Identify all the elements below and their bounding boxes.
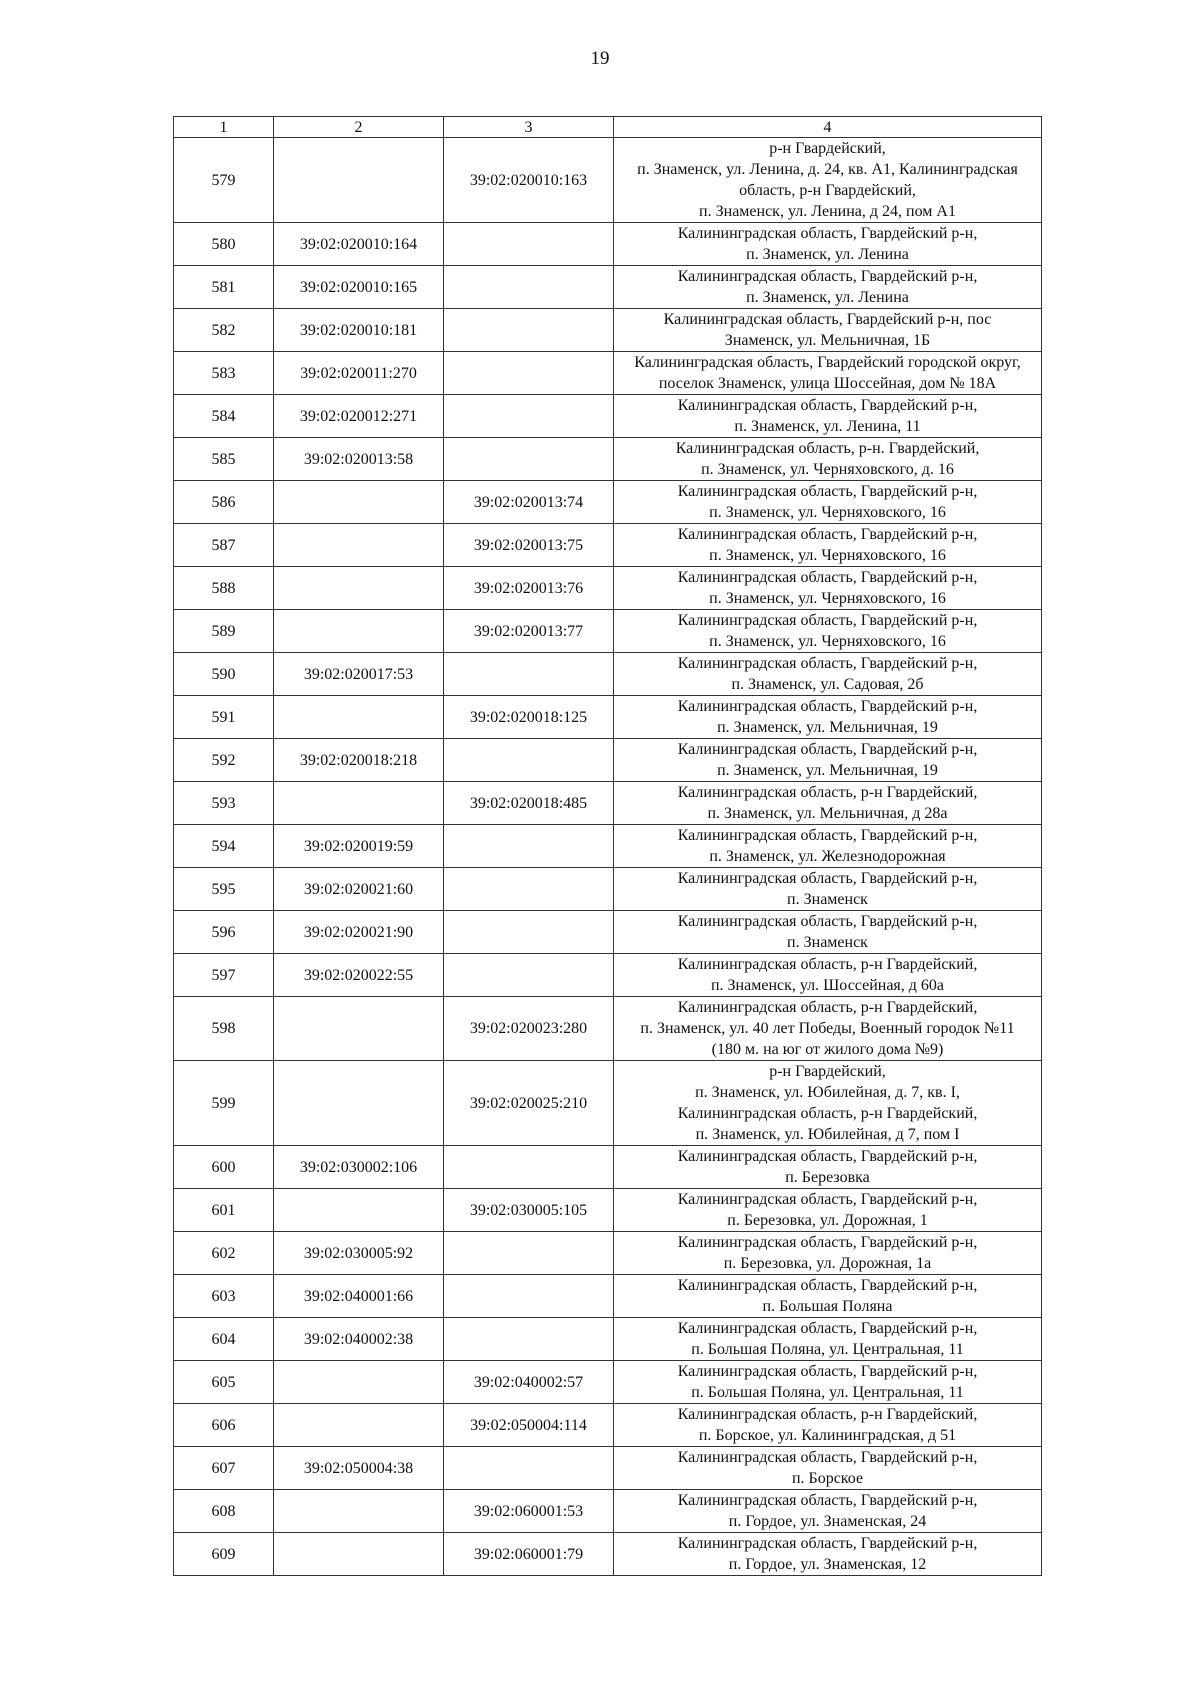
address-line: Калининградская область, р-н Гвардейский, — [677, 1105, 978, 1122]
row-number-cell: 597 — [174, 954, 274, 997]
cadastral-number-cell — [274, 524, 444, 567]
cadastral-number-cell — [274, 1361, 444, 1404]
address-line: Калининградская область, р-н. Гвардейский, — [675, 440, 980, 457]
table-row — [174, 1404, 1042, 1447]
cadastral-number-cell: 39:02:030005:105 — [444, 1189, 614, 1232]
table-row — [174, 567, 1042, 610]
address-line: п. Знаменск, ул. Мельничная, 19 — [717, 762, 938, 779]
address-cell — [614, 395, 1042, 438]
address-line: область, р-н Гвардейский, — [739, 182, 916, 199]
cadastral-number-cell: 39:02:020010:164 — [274, 223, 444, 266]
table-row — [174, 309, 1042, 352]
address-line: Калининградская область, р-н Гвардейский, — [677, 999, 978, 1016]
address-line: Калининградская область, р-н Гвардейский, — [677, 956, 978, 973]
address-line: п. Знаменск, ул. Мельничная, д 28а — [707, 805, 948, 822]
address-cell — [614, 481, 1042, 524]
cadastral-number-cell — [444, 1146, 614, 1189]
address-cell — [614, 1533, 1042, 1576]
row-number-cell: 587 — [174, 524, 274, 567]
address-cell — [614, 138, 1042, 223]
cadastral-number-cell: 39:02:020021:90 — [274, 911, 444, 954]
table-row — [174, 1146, 1042, 1189]
row-number-cell: 595 — [174, 868, 274, 911]
address-line: п. Знаменск, ул. Ленина, д. 24, кв. А1, Калининградская — [637, 161, 1018, 178]
address-line: Калининградская область, Гвардейский р-н, — [677, 397, 978, 414]
table-row — [174, 997, 1042, 1061]
address-cell — [614, 352, 1042, 395]
address-cell — [614, 1275, 1042, 1318]
address-line: Калининградская область, Гвардейский р-н, — [677, 870, 978, 887]
address-line: Калининградская область, Гвардейский р-н, пос — [663, 311, 992, 328]
cadastral-number-cell — [444, 1447, 614, 1490]
address-line: Калининградская область, Гвардейский р-н, — [677, 655, 978, 672]
cadastral-number-cell — [444, 911, 614, 954]
cadastral-number-cell — [274, 1490, 444, 1533]
table-row — [174, 524, 1042, 567]
table-row — [174, 782, 1042, 825]
table-row — [174, 610, 1042, 653]
cadastral-number-cell — [444, 954, 614, 997]
address-line: Калининградская область, Гвардейский р-н, — [677, 483, 978, 500]
cadastral-number-cell — [274, 1533, 444, 1576]
address-cell — [614, 825, 1042, 868]
address-line: поселок Знаменск, улица Шоссейная, дом № 18А — [658, 375, 997, 392]
address-line: Калининградская область, Гвардейский р-н, — [677, 526, 978, 543]
cadastral-number-cell — [274, 782, 444, 825]
column-header: 3 — [444, 117, 614, 138]
address-line: п. Знаменск — [787, 891, 868, 908]
row-number-cell: 588 — [174, 567, 274, 610]
address-line: Калининградская область, Гвардейский р-н, — [677, 1234, 978, 1251]
table-row — [174, 653, 1042, 696]
address-line: п. Знаменск, ул. Железнодорожная — [709, 848, 946, 865]
cadastral-number-cell: 39:02:050004:38 — [274, 1447, 444, 1490]
address-line: Калининградская область, р-н Гвардейский, — [677, 1406, 978, 1423]
cadastral-number-cell: 39:02:020018:218 — [274, 739, 444, 782]
table-row — [174, 1533, 1042, 1576]
cadastral-number-cell — [274, 1404, 444, 1447]
cadastral-number-cell — [274, 138, 444, 223]
row-number-cell: 594 — [174, 825, 274, 868]
cadastral-number-cell: 39:02:020011:270 — [274, 352, 444, 395]
cadastral-number-cell: 39:02:020013:58 — [274, 438, 444, 481]
row-number-cell: 592 — [174, 739, 274, 782]
address-line: Калининградская область, Гвардейский р-н, — [677, 827, 978, 844]
row-number-cell: 598 — [174, 997, 274, 1061]
row-number-cell: 605 — [174, 1361, 274, 1404]
row-number-cell: 606 — [174, 1404, 274, 1447]
cadastral-number-cell: 39:02:020010:165 — [274, 266, 444, 309]
table-row — [174, 138, 1042, 223]
cadastral-number-cell: 39:02:060001:79 — [444, 1533, 614, 1576]
table-row — [174, 223, 1042, 266]
address-line: п. Знаменск, ул. Черняховского, 16 — [709, 590, 946, 607]
row-number-cell: 579 — [174, 138, 274, 223]
address-line: п. Большая Поляна, ул. Центральная, 11 — [691, 1384, 964, 1401]
address-line: Калининградская область, Гвардейский р-н, — [677, 268, 978, 285]
address-line: Калининградская область, Гвардейский р-н, — [677, 741, 978, 758]
cadastral-number-cell: 39:02:020013:75 — [444, 524, 614, 567]
cadastral-number-cell: 39:02:040002:57 — [444, 1361, 614, 1404]
cadastral-number-cell — [444, 739, 614, 782]
table-row — [174, 1361, 1042, 1404]
table-row — [174, 1275, 1042, 1318]
address-line: р-н Гвардейский, — [769, 140, 886, 157]
address-line: Калининградская область, Гвардейский р-н, — [677, 1320, 978, 1337]
cadastral-number-cell: 39:02:020019:59 — [274, 825, 444, 868]
row-number-cell: 580 — [174, 223, 274, 266]
address-cell — [614, 868, 1042, 911]
cadastral-number-cell: 39:02:020012:271 — [274, 395, 444, 438]
page-number: 19 — [590, 48, 610, 69]
address-cell — [614, 567, 1042, 610]
address-line: п. Знаменск, ул. Ленина — [746, 289, 909, 306]
table-row — [174, 739, 1042, 782]
table-row — [174, 825, 1042, 868]
address-cell — [614, 1447, 1042, 1490]
table-row — [174, 395, 1042, 438]
address-cell — [614, 266, 1042, 309]
cadastral-number-cell — [444, 266, 614, 309]
address-line: п. Знаменск, ул. Ленина, д 24, пом А1 — [699, 203, 956, 220]
row-number-cell: 589 — [174, 610, 274, 653]
table-row — [174, 911, 1042, 954]
address-line: п. Знаменск, ул. Черняховского, д. 16 — [701, 461, 954, 478]
address-line: п. Гордое, ул. Знаменская, 12 — [728, 1556, 927, 1573]
address-line: п. Знаменск, ул. 40 лет Победы, Военный городок №11 — [640, 1020, 1015, 1037]
address-line: Калининградская область, Гвардейский р-н, — [677, 913, 978, 930]
address-line: Калининградская область, Гвардейский р-н, — [677, 1148, 978, 1165]
row-number-cell: 583 — [174, 352, 274, 395]
row-number-cell: 582 — [174, 309, 274, 352]
address-cell — [614, 438, 1042, 481]
address-line: п. Знаменск, ул. Садовая, 2б — [731, 676, 924, 693]
row-number-cell: 604 — [174, 1318, 274, 1361]
cadastral-number-cell — [274, 567, 444, 610]
address-cell — [614, 610, 1042, 653]
cadastral-number-cell: 39:02:040001:66 — [274, 1275, 444, 1318]
row-number-cell: 609 — [174, 1533, 274, 1576]
row-number-cell: 590 — [174, 653, 274, 696]
address-line: п. Знаменск — [787, 934, 868, 951]
row-number-cell: 596 — [174, 911, 274, 954]
cadastral-number-cell — [274, 696, 444, 739]
address-line: р-н Гвардейский, — [769, 1063, 886, 1080]
cadastral-number-cell — [444, 1318, 614, 1361]
table-row — [174, 1232, 1042, 1275]
address-cell — [614, 1361, 1042, 1404]
cadastral-number-cell — [444, 223, 614, 266]
header-row — [174, 117, 1042, 138]
table-row — [174, 954, 1042, 997]
row-number-cell: 581 — [174, 266, 274, 309]
address-line: п. Знаменск, ул. Мельничная, 19 — [717, 719, 938, 736]
address-line: Калининградская область, Гвардейский р-н, — [677, 1449, 978, 1466]
address-line: Калининградская область, Гвардейский городской округ, — [634, 354, 1021, 371]
cadastral-number-cell: 39:02:030005:92 — [274, 1232, 444, 1275]
cadastral-number-cell: 39:02:020017:53 — [274, 653, 444, 696]
row-number-cell: 602 — [174, 1232, 274, 1275]
cadastral-number-cell: 39:02:020022:55 — [274, 954, 444, 997]
address-cell — [614, 1189, 1042, 1232]
address-line: п. Большая Поляна, ул. Центральная, 11 — [691, 1341, 964, 1358]
address-line: п. Знаменск, ул. Ленина, 11 — [734, 418, 921, 435]
address-cell — [614, 782, 1042, 825]
table-row — [174, 481, 1042, 524]
address-line: п. Березовка, ул. Дорожная, 1а — [723, 1255, 932, 1272]
cadastral-number-cell: 39:02:020013:77 — [444, 610, 614, 653]
row-number-cell: 601 — [174, 1189, 274, 1232]
cadastral-number-cell: 39:02:020023:280 — [444, 997, 614, 1061]
cadastral-number-cell: 39:02:030002:106 — [274, 1146, 444, 1189]
register-table — [173, 116, 1042, 1576]
address-cell — [614, 223, 1042, 266]
cadastral-number-cell: 39:02:020018:125 — [444, 696, 614, 739]
cadastral-number-cell — [274, 1189, 444, 1232]
row-number-cell: 586 — [174, 481, 274, 524]
cadastral-number-cell — [444, 309, 614, 352]
address-cell — [614, 739, 1042, 782]
table-row — [174, 868, 1042, 911]
table-row — [174, 352, 1042, 395]
row-number-cell: 608 — [174, 1490, 274, 1533]
table-row — [174, 438, 1042, 481]
cadastral-number-cell: 39:02:020025:210 — [444, 1061, 614, 1146]
cadastral-number-cell: 39:02:020021:60 — [274, 868, 444, 911]
row-number-cell: 591 — [174, 696, 274, 739]
table-row — [174, 1061, 1042, 1146]
address-cell — [614, 1232, 1042, 1275]
row-number-cell: 603 — [174, 1275, 274, 1318]
address-cell — [614, 524, 1042, 567]
address-cell — [614, 1061, 1042, 1146]
table-body — [174, 138, 1042, 1576]
address-line: (180 м. на юг от жилого дома №9) — [711, 1041, 944, 1058]
address-cell — [614, 1146, 1042, 1189]
table-row — [174, 1318, 1042, 1361]
table-row — [174, 1447, 1042, 1490]
column-header: 4 — [614, 117, 1042, 138]
cadastral-number-cell: 39:02:020018:485 — [444, 782, 614, 825]
address-cell — [614, 653, 1042, 696]
cadastral-number-cell — [444, 868, 614, 911]
table-row — [174, 1490, 1042, 1533]
column-header: 2 — [274, 117, 444, 138]
address-line: п. Знаменск, ул. Юбилейная, д. 7, кв. I, — [695, 1084, 960, 1101]
table-row — [174, 1189, 1042, 1232]
row-number-cell: 585 — [174, 438, 274, 481]
address-line: Калининградская область, Гвардейский р-н, — [677, 1191, 978, 1208]
cadastral-number-cell — [444, 395, 614, 438]
address-line: Калининградская область, Гвардейский р-н, — [677, 225, 978, 242]
cadastral-number-cell — [444, 825, 614, 868]
cadastral-number-cell — [274, 997, 444, 1061]
address-line: п. Знаменск, ул. Черняховского, 16 — [709, 547, 946, 564]
address-line: Знаменск, ул. Мельничная, 1Б — [724, 332, 931, 349]
address-cell — [614, 954, 1042, 997]
address-cell — [614, 911, 1042, 954]
cadastral-number-cell — [274, 610, 444, 653]
address-line: Калининградская область, Гвардейский р-н, — [677, 698, 978, 715]
address-line: Калининградская область, Гвардейский р-н, — [677, 1363, 978, 1380]
address-line: п. Березовка, ул. Дорожная, 1 — [727, 1212, 928, 1229]
cadastral-number-cell: 39:02:020013:74 — [444, 481, 614, 524]
address-line: п. Знаменск, ул. Юбилейная, д 7, пом I — [695, 1126, 960, 1143]
address-line: Калининградская область, Гвардейский р-н, — [677, 1277, 978, 1294]
cadastral-number-cell: 39:02:020013:76 — [444, 567, 614, 610]
address-cell — [614, 1404, 1042, 1447]
cadastral-number-cell — [444, 1275, 614, 1318]
address-cell — [614, 696, 1042, 739]
row-number-cell: 593 — [174, 782, 274, 825]
table-row — [174, 266, 1042, 309]
address-line: Калининградская область, Гвардейский р-н, — [677, 612, 978, 629]
cadastral-number-cell: 39:02:040002:38 — [274, 1318, 444, 1361]
address-line: п. Березовка — [785, 1169, 870, 1186]
address-line: п. Знаменск, ул. Черняховского, 16 — [709, 633, 946, 650]
address-cell — [614, 1318, 1042, 1361]
cadastral-number-cell: 39:02:020010:181 — [274, 309, 444, 352]
cadastral-number-cell: 39:02:020010:163 — [444, 138, 614, 223]
address-cell — [614, 997, 1042, 1061]
row-number-cell: 599 — [174, 1061, 274, 1146]
address-line: п. Большая Поляна — [762, 1298, 893, 1315]
row-number-cell: 607 — [174, 1447, 274, 1490]
address-line: Калининградская область, р-н Гвардейский, — [677, 784, 978, 801]
address-line: Калининградская область, Гвардейский р-н, — [677, 569, 978, 586]
table-row — [174, 696, 1042, 739]
address-line: п. Борское, ул. Калининградская, д 51 — [698, 1427, 957, 1444]
cadastral-number-cell — [444, 1232, 614, 1275]
cadastral-number-cell — [274, 481, 444, 524]
address-line: п. Знаменск, ул. Шоссейная, д 60а — [710, 977, 945, 994]
address-line: п. Знаменск, ул. Черняховского, 16 — [709, 504, 946, 521]
address-line: п. Борское — [791, 1470, 864, 1487]
address-line: Калининградская область, Гвардейский р-н, — [677, 1535, 978, 1552]
cadastral-number-cell: 39:02:050004:114 — [444, 1404, 614, 1447]
column-header: 1 — [174, 117, 274, 138]
cadastral-number-cell: 39:02:060001:53 — [444, 1490, 614, 1533]
address-line: п. Знаменск, ул. Ленина — [746, 246, 909, 263]
row-number-cell: 600 — [174, 1146, 274, 1189]
address-line: Калининградская область, Гвардейский р-н, — [677, 1492, 978, 1509]
row-number-cell: 584 — [174, 395, 274, 438]
cadastral-number-cell — [444, 653, 614, 696]
address-cell — [614, 309, 1042, 352]
address-cell — [614, 1490, 1042, 1533]
cadastral-number-cell — [274, 1061, 444, 1146]
cadastral-number-cell — [444, 438, 614, 481]
cadastral-number-cell — [444, 352, 614, 395]
address-line: п. Гордое, ул. Знаменская, 24 — [728, 1513, 927, 1530]
